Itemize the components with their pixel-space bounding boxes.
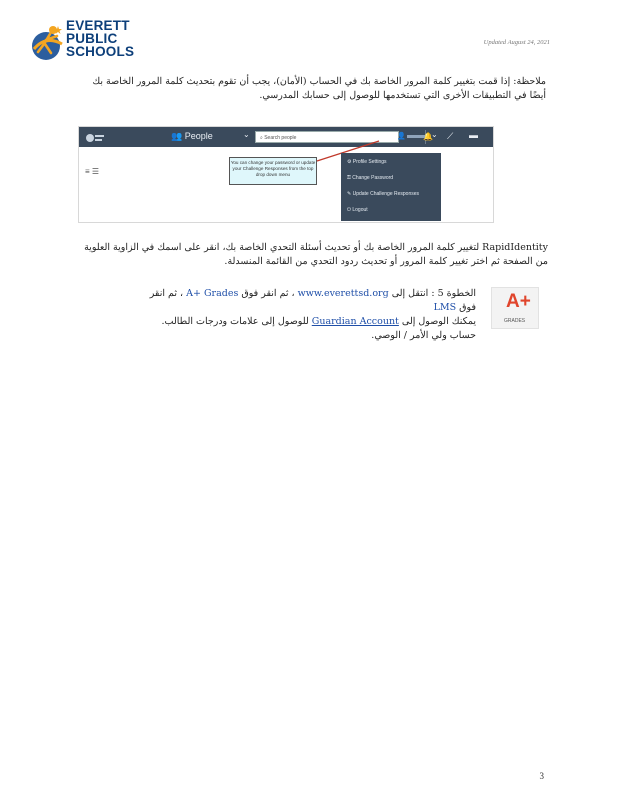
embedded-screenshot: [78, 126, 494, 223]
search-icon: ⌕: [260, 135, 263, 141]
apps-icon: ▬: [469, 130, 478, 140]
step-5-line-3: حساب ولي الأمر / الوصي.: [371, 330, 476, 341]
step-5-text-5: للوصول إلى علامات ودرجات الطالب.: [161, 316, 309, 327]
aplus-grades-link[interactable]: A+ Grades: [186, 288, 239, 299]
lms-link[interactable]: LMS: [433, 302, 457, 313]
logo-text: [66, 19, 134, 58]
logo-line-2: PUBLIC: [66, 31, 118, 46]
screenshot-tooltip: You can change your password or update your Challenge Responses from the top drop down menu: [229, 157, 317, 185]
menu-label: Change Password: [352, 175, 394, 181]
grades-letter: A+: [506, 291, 531, 312]
people-label: People: [184, 131, 213, 141]
intro-paragraph: ملاحظة: إذا قمت بتغيير كلمة المرور الخاصة بك في الحساب (الأمان)، يجب أن تقوم بتحديث كلمة المرور الخاصة بك أيضًا في التطبيقات الأخرى التي تستخدمها للوصول إلى حسابك المدرسي.: [92, 76, 546, 101]
activity-icon: ⟋: [447, 131, 454, 141]
menu-item-change-password: [347, 175, 393, 181]
logo-line-3: SCHOOLS: [66, 44, 135, 59]
search-placeholder: Search people: [264, 135, 297, 141]
grades-badge: [491, 287, 539, 329]
edit-icon: ✎: [347, 191, 352, 197]
menu-item-profile-settings: [347, 159, 387, 165]
step-5-text-2: ، ثم انقر فوق: [241, 288, 295, 299]
bell-icon: 🔔: [423, 132, 433, 141]
rapididentity-paragraph: RapidIdentity لتغيير كلمة المرور الخاصة بك أو تحديث أسئلة التحدي الخاصة بك، انقر على اسمك في الزاوية العلوية من الصفحة ثم اختر تغيير كلمة المرور أو تحديث ردود التحدي من القائمة المنسدلة.: [84, 242, 548, 267]
updated-date: Updated August 24, 2021: [483, 39, 550, 46]
menu-item-update-challenge: [347, 191, 419, 197]
menu-item-logout: [347, 207, 368, 213]
grades-label: GRADES: [504, 318, 526, 324]
step-5-line-1: [136, 287, 476, 315]
step-5-text-4: يمكنك الوصول إلى: [401, 316, 476, 327]
step-5-text-1: الخطوة 5 : انتقل إلى: [391, 288, 476, 299]
user-icon: 👤: [397, 133, 406, 140]
gear-icon: ⚙: [347, 159, 352, 165]
page-number: 3: [539, 771, 544, 781]
menu-label: Logout: [352, 207, 368, 213]
user-chevron-icon: ⌄: [431, 130, 438, 139]
list-icon: ≡ ☰: [85, 167, 100, 176]
screenshot-user-menu: [341, 153, 441, 221]
step-5-paragraph: [136, 287, 476, 343]
logo-line-1: EVERETT: [66, 18, 130, 33]
menu-label: Profile Settings: [352, 159, 387, 165]
guardian-account-link[interactable]: Guardian Account: [311, 316, 399, 327]
district-logo: [28, 20, 148, 68]
menu-label: Update Challenge Responses: [352, 191, 420, 197]
step-5-text-3: ، ثم انقر فوق: [149, 288, 476, 313]
key-icon: ⚿: [347, 175, 351, 181]
logout-icon: ⏻: [347, 207, 351, 213]
chevron-down-icon: ⌄: [243, 130, 250, 139]
district-site-link[interactable]: www.everettsd.org: [297, 288, 389, 299]
logo-mark-icon: [28, 22, 70, 62]
step-5-line-2: [136, 315, 476, 329]
people-icon: 👥: [171, 131, 183, 141]
